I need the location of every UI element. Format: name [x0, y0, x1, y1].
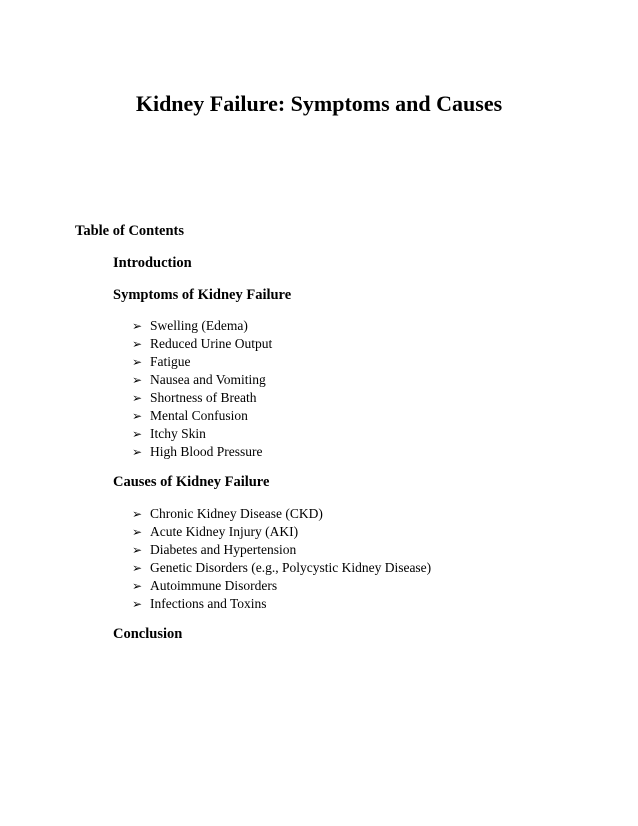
- arrow-bullet-icon: ➢: [132, 507, 143, 521]
- symptom-label: Itchy Skin: [150, 426, 206, 441]
- toc-entry-symptoms: Symptoms of Kidney Failure: [113, 287, 292, 303]
- cause-label: Diabetes and Hypertension: [150, 542, 297, 557]
- list-item: [132, 559, 431, 577]
- symptom-label: Nausea and Vomiting: [150, 372, 266, 387]
- symptom-label: Fatigue: [150, 354, 191, 369]
- arrow-bullet-icon: ➢: [132, 445, 143, 459]
- symptom-label: Swelling (Edema): [150, 318, 248, 333]
- arrow-bullet-icon: ➢: [132, 337, 143, 351]
- list-item: [132, 353, 272, 371]
- arrow-bullet-icon: ➢: [132, 319, 143, 333]
- causes-list: [132, 505, 431, 613]
- list-item: [132, 577, 431, 595]
- arrow-bullet-icon: ➢: [132, 597, 143, 611]
- list-item: [132, 505, 431, 523]
- list-item: [132, 541, 431, 559]
- arrow-bullet-icon: ➢: [132, 579, 143, 593]
- cause-label: Autoimmune Disorders: [150, 578, 278, 593]
- list-item: [132, 425, 272, 443]
- list-item: [132, 317, 272, 335]
- symptom-label: High Blood Pressure: [150, 444, 263, 459]
- toc-entry-conclusion: Conclusion: [113, 626, 183, 642]
- list-item: [132, 407, 272, 425]
- list-item: [132, 335, 272, 353]
- document-title: Kidney Failure: Symptoms and Causes: [135, 91, 503, 116]
- toc-entry-introduction: Introduction: [113, 255, 192, 271]
- cause-label: Genetic Disorders (e.g., Polycystic Kidney Disease): [150, 560, 432, 575]
- arrow-bullet-icon: ➢: [132, 355, 143, 369]
- arrow-bullet-icon: ➢: [132, 373, 143, 387]
- list-item: [132, 371, 272, 389]
- arrow-bullet-icon: ➢: [132, 427, 143, 441]
- list-item: [132, 523, 431, 541]
- cause-label: Chronic Kidney Disease (CKD): [150, 506, 323, 521]
- arrow-bullet-icon: ➢: [132, 561, 143, 575]
- cause-label: Acute Kidney Injury (AKI): [150, 524, 299, 539]
- arrow-bullet-icon: ➢: [132, 409, 143, 423]
- list-item: [132, 389, 272, 407]
- toc-heading: Table of Contents: [75, 223, 185, 239]
- arrow-bullet-icon: ➢: [132, 543, 143, 557]
- toc-entry-causes: Causes of Kidney Failure: [113, 474, 270, 490]
- cause-label: Infections and Toxins: [150, 596, 267, 611]
- arrow-bullet-icon: ➢: [132, 391, 143, 405]
- list-item: [132, 595, 431, 613]
- symptom-label: Mental Confusion: [150, 408, 248, 423]
- symptom-label: Shortness of Breath: [150, 390, 257, 405]
- arrow-bullet-icon: ➢: [132, 525, 143, 539]
- symptom-label: Reduced Urine Output: [150, 336, 273, 351]
- symptoms-list: [132, 317, 272, 461]
- list-item: [132, 443, 272, 461]
